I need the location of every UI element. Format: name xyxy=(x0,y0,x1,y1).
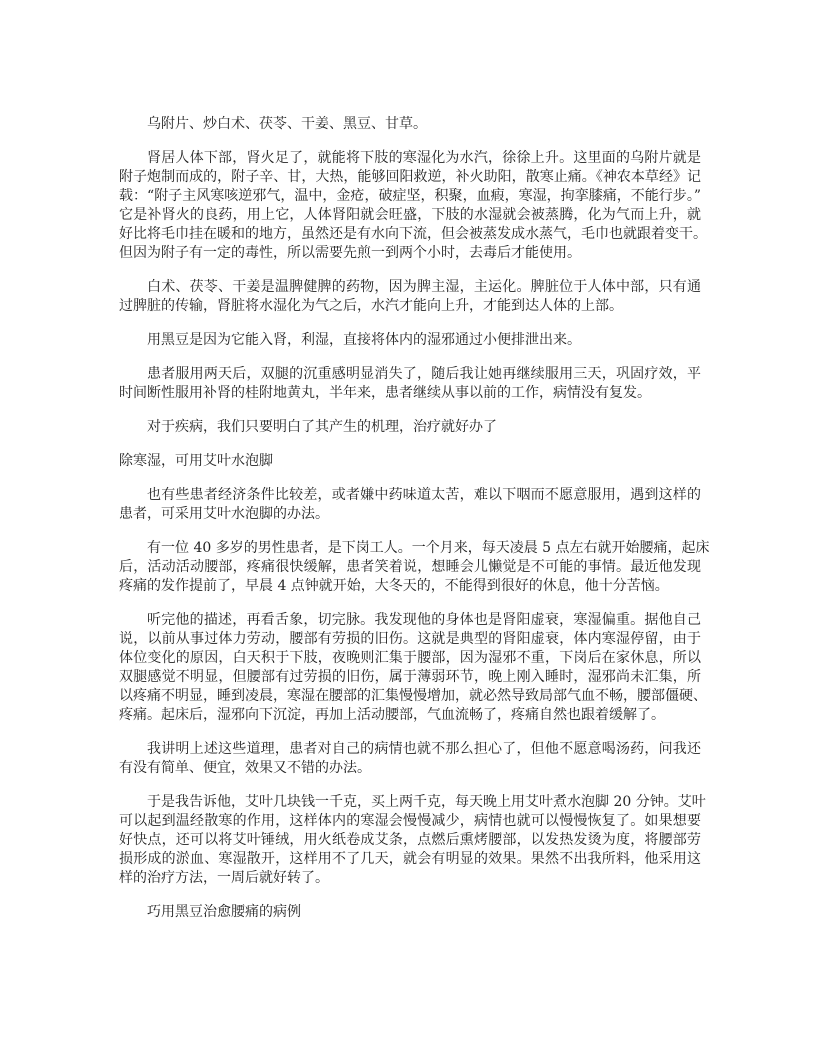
document-body xyxy=(119,115,710,937)
text-line: 于是我告诉他，艾叶几块钱一千克，买上两千克，每天晚上用艾叶煮水泡脚 20 分钟。艾叶 xyxy=(147,794,706,810)
text-line: 用黑豆是因为它能入肾，利湿，直接将体内的湿邪通过小便排泄出来。 xyxy=(147,332,581,348)
text-line: 也有些患者经济条件比较差，或者嫌中药味道太苦，难以下咽而不愿意服用，遇到这样的 xyxy=(147,487,701,503)
text-line: 损形成的淤血、寒湿散开，这样用不了几天，就会有明显的效果。果然不出我所料，他采用这 xyxy=(119,851,701,867)
paragraph xyxy=(119,418,701,437)
paragraph xyxy=(119,539,710,596)
text-line: 巧用黑豆治愈腰痛的病例 xyxy=(147,904,301,920)
text-line: 好快点，还可以将艾叶锤绒，用火纸卷成艾条，点燃后熏烤腰部，以发热发烫为度，将腰部劳 xyxy=(119,832,701,848)
paragraph xyxy=(119,611,707,725)
text-line: 附子炮制而成的，附子辛、甘，大热，能够回阳救逆，补火助阳，散寒止痛。《神农本草经》记 xyxy=(119,169,701,185)
paragraph xyxy=(119,278,701,316)
paragraph xyxy=(119,740,701,778)
paragraph xyxy=(119,903,701,922)
text-line: 疼痛。起床后，湿邪向下沉淀，再加上活动腰部，气血流畅了，疼痛自然也跟着缓解了。 xyxy=(119,707,665,723)
paragraph xyxy=(119,793,706,888)
text-line: 可以起到温经散寒的作用，这样体内的寒湿会慢慢减少，病情也就可以慢慢恢复了。如果想要 xyxy=(119,813,701,829)
text-line: 样的治疗方法，一周后就好转了。 xyxy=(119,870,329,886)
text-line: 有没有简单、便宜，效果又不错的办法。 xyxy=(119,760,371,776)
text-line: 但因为附子有一定的毒性，所以需要先煎一到两个小时，去毒后才能使用。 xyxy=(119,245,581,261)
paragraph xyxy=(119,149,707,263)
text-line: 体位变化的原因，白天积于下肢，夜晚则汇集于腰部，因为湿邪不重，下岗后在家休息，所以 xyxy=(119,650,701,666)
text-line: 除寒湿，可用艾叶水泡脚 xyxy=(119,453,273,469)
paragraph xyxy=(119,365,701,403)
text-line: 载：“附子主风寒咳逆邪气，温中，金疮，破症坚，积聚，血瘕，寒湿，拘挛膝痛，不能行步。” xyxy=(119,188,701,204)
text-line: 好比将毛巾挂在暖和的地方，虽然还是有水向下流，但会被蒸发成水蒸气，毛巾也就跟着变干。 xyxy=(119,226,707,242)
text-line: 以疼痛不明显，睡到凌晨，寒湿在腰部的汇集慢慢增加，就必然导致局部气血不畅，腰部僵硬、 xyxy=(119,688,707,704)
text-line: 患者服用两天后，双腿的沉重感明显消失了，随后我让她再继续服用三天，巩固疗效，平 xyxy=(147,366,701,382)
text-line: 我讲明上述这些道理，患者对自己的病情也就不那么担心了，但他不愿意喝汤药，问我还 xyxy=(147,741,701,757)
text-line: 疼痛的发作提前了，早晨 4 点钟就开始，大冬天的，不能得到很好的休息，他十分苦恼。 xyxy=(119,578,669,594)
text-line: 乌附片、炒白术、茯苓、干姜、黑豆、甘草。 xyxy=(147,116,427,132)
text-line: 患者，可采用艾叶水泡脚的办法。 xyxy=(119,506,329,522)
text-line: 听完他的描述，再看舌象，切完脉。我发现他的身体也是肾阳虚衰，寒湿偏重。据他自己 xyxy=(147,612,701,628)
text-line: 双腿感觉不明显，但腰部有过劳损的旧伤，属于薄弱环节，晚上刚入睡时，湿邪尚未汇集，所 xyxy=(119,669,701,685)
text-line: 时间断性服用补肾的桂附地黄丸，半年来，患者继续从事以前的工作，病情没有复发。 xyxy=(119,385,651,401)
text-line: 白术、茯苓、干姜是温脾健脾的药物，因为脾主湿，主运化。脾脏位于人体中部，只有通 xyxy=(147,279,701,295)
text-line: 对于疾病，我们只要明白了其产生的机理，治疗就好办了 xyxy=(147,419,497,435)
paragraph xyxy=(119,486,701,524)
paragraph xyxy=(119,331,701,350)
text-line: 它是补肾火的良药，用上它，人体肾阳就会旺盛，下肢的水湿就会被蒸腾，化为气而上升，就 xyxy=(119,207,701,223)
text-line: 过脾脏的传输，肾脏将水湿化为气之后，水汽才能向上升，才能到达人体的上部。 xyxy=(119,298,623,314)
text-line: 肾居人体下部，肾火足了，就能将下肢的寒湿化为水汽，徐徐上升。这里面的乌附片就是 xyxy=(147,150,701,166)
text-line: 说，以前从事过体力劳动，腰部有劳损的旧伤。这就是典型的肾阳虚衰，体内寒湿停留，由于 xyxy=(119,631,701,647)
text-line: 后，活动活动腰部，疼痛很快缓解，患者笑着说，想睡会儿懒觉是不可能的事情。最近他发现 xyxy=(119,559,701,575)
text-line: 有一位 40 多岁的男性患者，是下岗工人。一个月来，每天凌晨 5 点左右就开始腰痛，起床 xyxy=(147,540,710,556)
paragraph xyxy=(119,452,701,471)
paragraph xyxy=(119,115,701,134)
